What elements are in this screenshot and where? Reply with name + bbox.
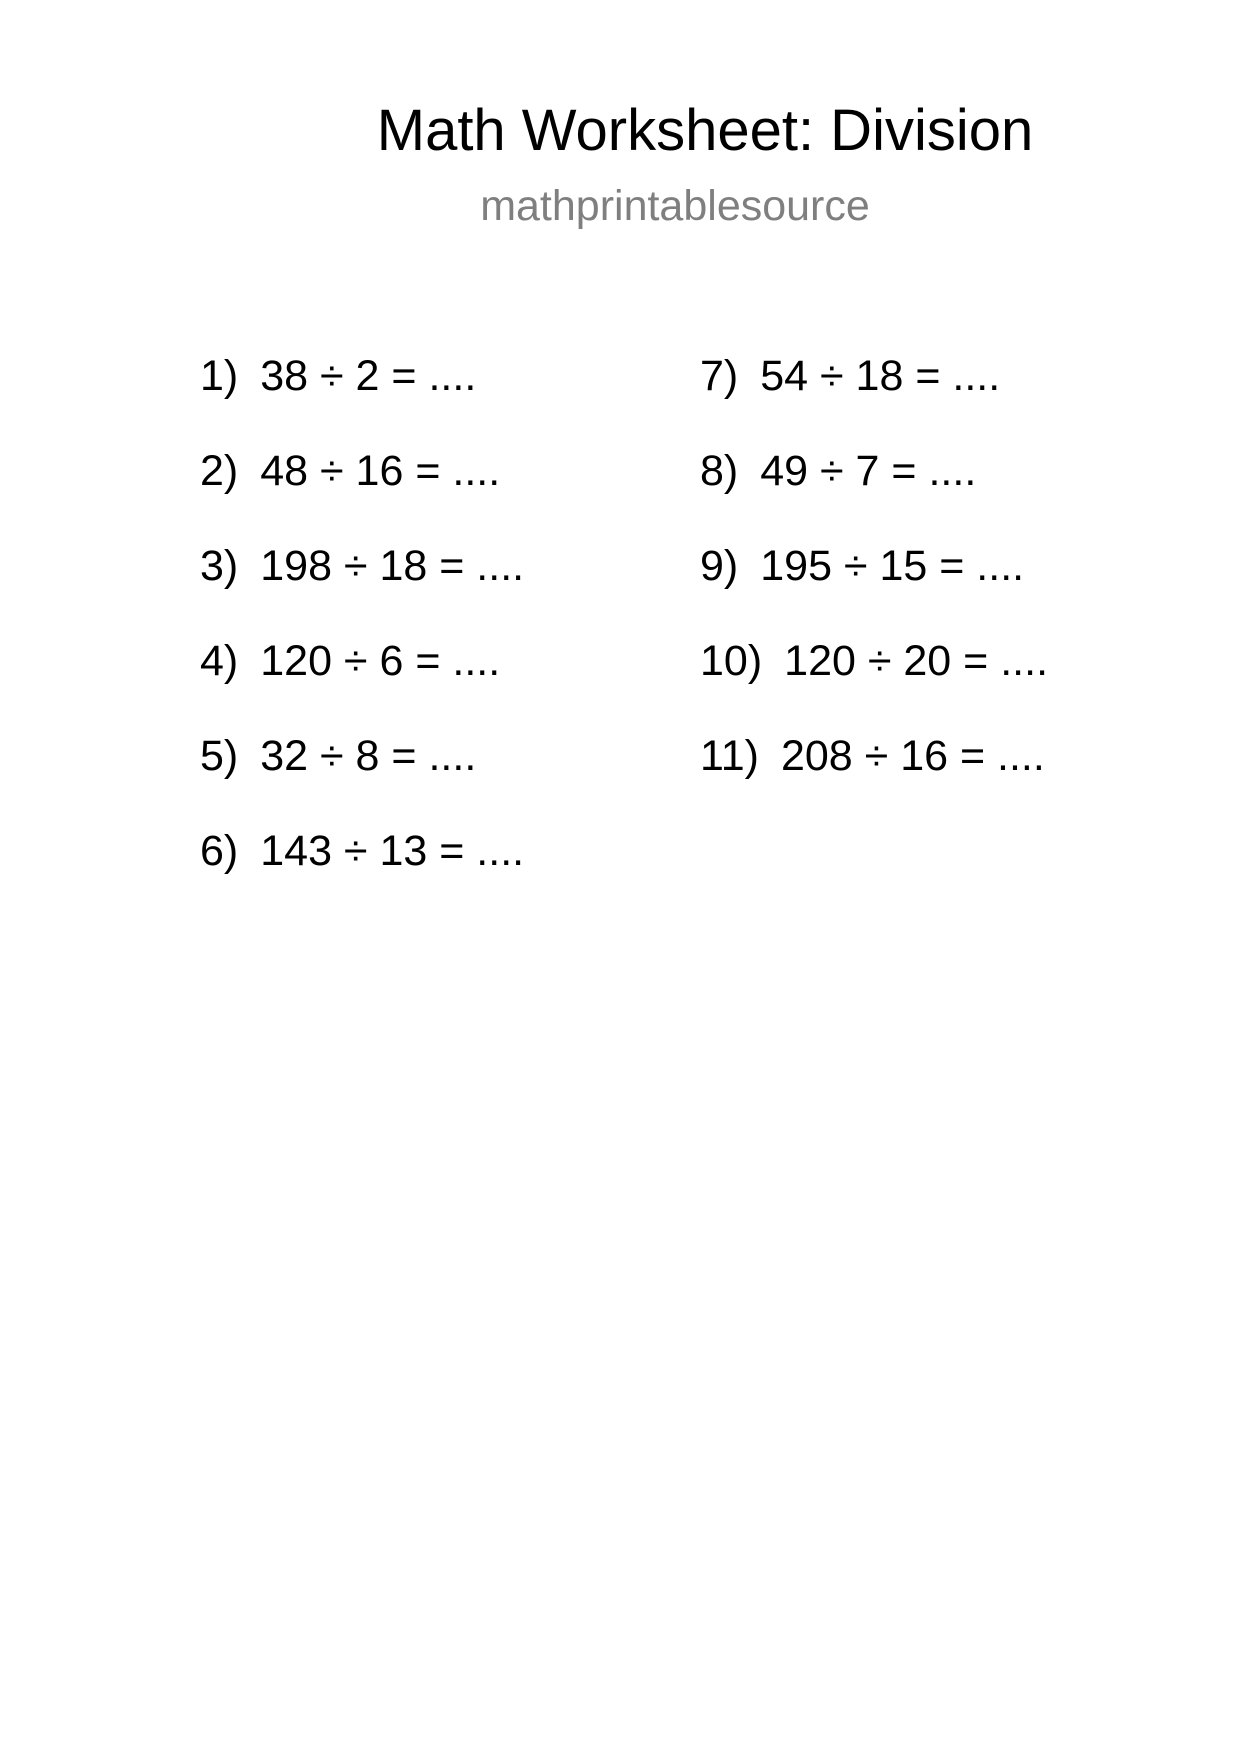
- page-title: Math Worksheet: Division: [376, 98, 1034, 163]
- problem-number: 10): [700, 637, 763, 685]
- problem-expression: 198 ÷ 18 = ....: [260, 542, 525, 590]
- problem-number: 1): [200, 352, 239, 400]
- problem-number: 4): [200, 637, 239, 685]
- problem-number: 6): [200, 827, 239, 875]
- problem-item: [200, 637, 660, 732]
- problem-item: [700, 447, 1160, 542]
- problem-expression: 143 ÷ 13 = ....: [260, 827, 525, 875]
- problem-item: [200, 732, 660, 827]
- problem-expression: 49 ÷ 7 = ....: [760, 447, 977, 495]
- problem-expression: 48 ÷ 16 = ....: [260, 447, 501, 495]
- problem-expression: 195 ÷ 15 = ....: [760, 542, 1025, 590]
- page-subtitle: mathprintablesource: [480, 182, 870, 230]
- problem-expression: 120 ÷ 6 = ....: [260, 637, 501, 685]
- problem-item: [200, 352, 660, 447]
- problem-item: [700, 732, 1160, 827]
- problems-column-right: [700, 352, 1160, 827]
- problem-expression: 54 ÷ 18 = ....: [760, 352, 1001, 400]
- problems-column-left: [200, 352, 660, 922]
- problem-expression: 32 ÷ 8 = ....: [260, 732, 477, 780]
- problem-number: 11): [700, 732, 759, 780]
- problem-item: [200, 447, 660, 542]
- problem-item: [700, 637, 1160, 732]
- problem-number: 8): [700, 447, 739, 495]
- problem-expression: 120 ÷ 20 = ....: [784, 637, 1049, 685]
- problem-expression: 208 ÷ 16 = ....: [780, 732, 1045, 780]
- problem-item: [700, 542, 1160, 637]
- problem-number: 3): [200, 542, 239, 590]
- problem-expression: 38 ÷ 2 = ....: [260, 352, 477, 400]
- problem-number: 5): [200, 732, 239, 780]
- problem-item: [200, 542, 660, 637]
- problem-item: [700, 352, 1160, 447]
- problem-number: 2): [200, 447, 239, 495]
- problem-number: 9): [700, 542, 739, 590]
- problem-item: [200, 827, 660, 922]
- problem-number: 7): [700, 352, 739, 400]
